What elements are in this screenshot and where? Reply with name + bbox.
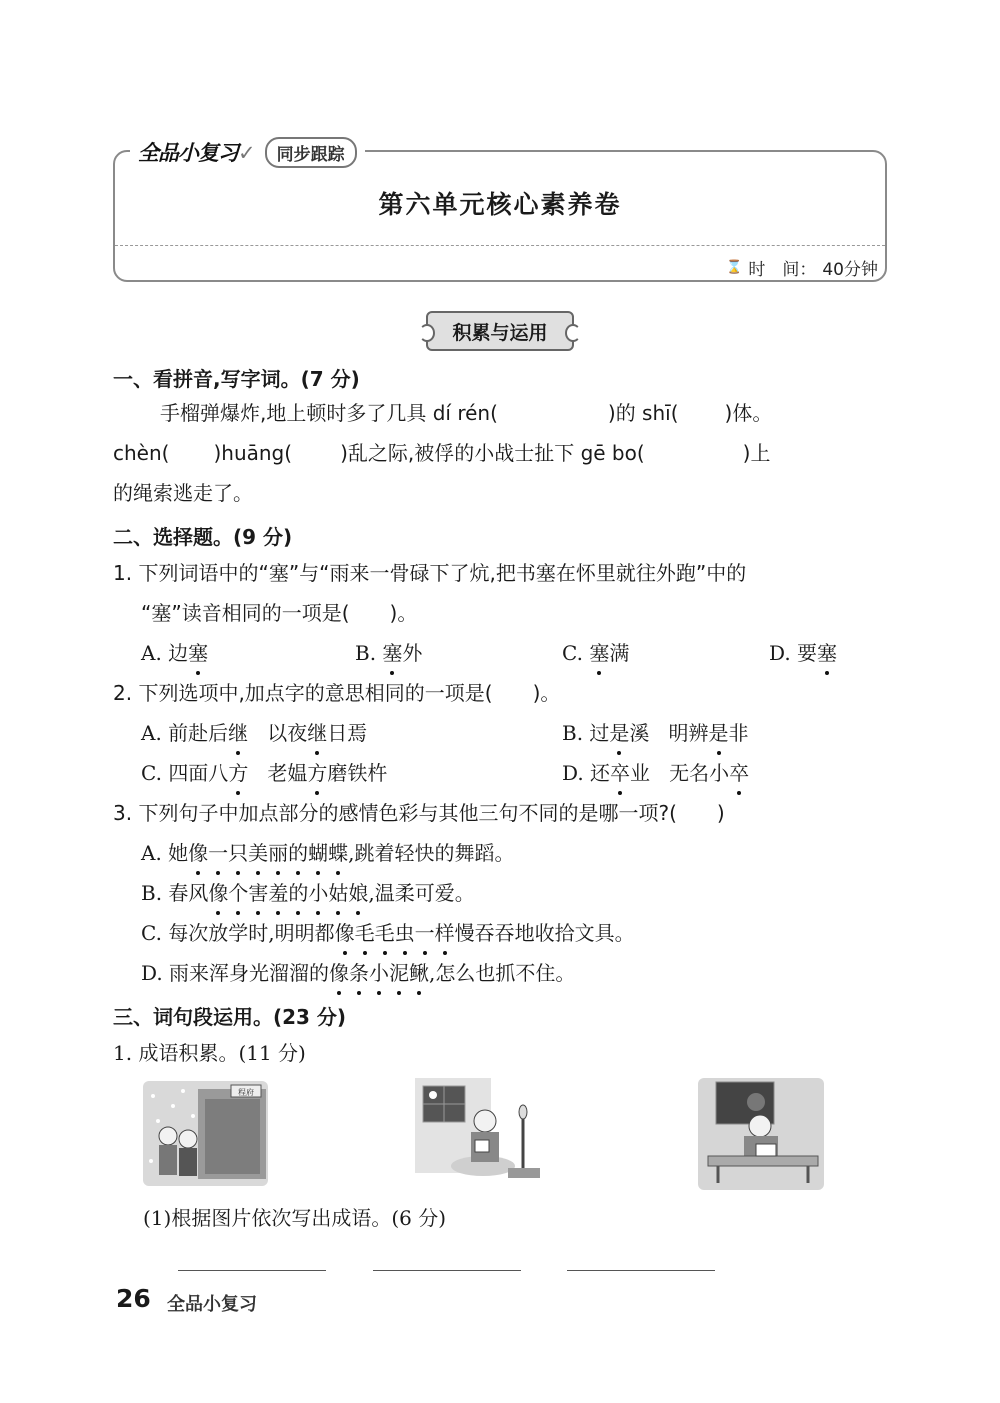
header-tab xyxy=(130,136,365,168)
q1-stem-cont: “塞”读音相同的一项是( )。 xyxy=(141,601,418,625)
answer-line-3[interactable] xyxy=(567,1270,715,1271)
q1-stem: 1. 下列词语中的“塞”与“雨来一骨碌下了炕,把书塞在怀里就往外跑”中的 xyxy=(113,561,747,585)
q3-stem: 3. 下列句子中加点部分的感情色彩与其他三句不同的是哪一项?( ) xyxy=(113,801,725,825)
emphasis-char: 毛 xyxy=(374,921,395,945)
q1-option-d: D. 要塞 xyxy=(769,641,838,665)
emphasis-char: 娘 xyxy=(348,881,369,905)
q2-option-a: A. 前赴后继 以夜继日焉 xyxy=(141,721,368,745)
emphasis-char: 蝴 xyxy=(308,841,329,865)
page-number: 26 xyxy=(116,1284,151,1313)
q1-option-b: B. 塞外 xyxy=(355,641,423,665)
emphasis-char: 小 xyxy=(369,961,390,985)
emphasis-char: 只 xyxy=(228,841,249,865)
part1-line3: 的绳索逃走了。 xyxy=(113,481,253,505)
q2-stem: 2. 下列选项中,加点字的意思相同的一项是( )。 xyxy=(113,681,561,705)
header-divider xyxy=(115,245,885,246)
emphasis-char: 条 xyxy=(349,961,370,985)
part3-heading: 三、词句段运用。(23 分) xyxy=(113,1005,347,1029)
emphasis-char: 姑 xyxy=(328,881,349,905)
q1-option-c: C. 塞满 xyxy=(562,641,630,665)
answer-line-1[interactable] xyxy=(178,1270,326,1271)
emphasis-char: 像 xyxy=(334,921,355,945)
emphasis-char: 美 xyxy=(248,841,269,865)
emphasis-char: 泥 xyxy=(389,961,410,985)
q3-option-a: A. 她像一只美丽的蝴蝶,跳着轻快的舞蹈。 xyxy=(141,841,515,865)
q3-option-c: C. 每次放学时,明明都像毛毛虫一样慢吞吞地收拾文具。 xyxy=(141,921,635,945)
q1-option-a: A. 边塞 xyxy=(141,641,209,665)
emphasis-char: 一 xyxy=(208,841,229,865)
emphasis-char: 丽 xyxy=(268,841,289,865)
emphasis-char: 一 xyxy=(414,921,435,945)
emphasis-char: 害 xyxy=(248,881,269,905)
time-info xyxy=(726,255,878,280)
part1-line1: 手榴弹爆炸,地上顿时多了几具 dí rén( )的 shī( )体。 xyxy=(160,401,773,425)
q2-option-b: B. 过是溪 明辨是非 xyxy=(562,721,749,745)
footer-brand: 全品小复习 xyxy=(167,1294,257,1315)
sync-tag: 同步跟踪 xyxy=(265,137,357,168)
q2-option-c: C. 四面八方 老媪方磨铁杵 xyxy=(141,761,388,785)
page-title: 第六单元核心素养卷 xyxy=(378,190,622,219)
part1-line2: chèn( )huāng( )乱之际,被俘的小战士扯下 gē bo( )上 xyxy=(113,441,771,465)
part3-sub1: (1)根据图片依次写出成语。(6 分) xyxy=(143,1206,447,1230)
part1-heading: 一、看拼音,写字词。(7 分) xyxy=(113,367,360,391)
gate-sign-text: 程府 xyxy=(238,1088,254,1097)
emphasis-char: 像 xyxy=(188,841,209,865)
emphasis-char: 个 xyxy=(228,881,249,905)
emphasis-char: 的 xyxy=(288,881,309,905)
q3-option-b: B. 春风像个害羞的小姑娘,温柔可爱。 xyxy=(141,881,475,905)
emphasis-char: 像 xyxy=(329,961,350,985)
answer-line-2[interactable] xyxy=(373,1270,521,1271)
emphasis-char: 毛 xyxy=(354,921,375,945)
emphasis-char: 蝶 xyxy=(328,841,349,865)
illustration-study-desk xyxy=(698,1078,824,1190)
emphasis-char: 的 xyxy=(288,841,309,865)
emphasis-char: 鳅 xyxy=(409,961,430,985)
emphasis-char: 像 xyxy=(208,881,229,905)
part3-q1: 1. 成语积累。(11 分) xyxy=(113,1041,306,1065)
emphasis-char: 虫 xyxy=(394,921,415,945)
brand-logo: 全品小复习✓ xyxy=(138,141,255,165)
part2-heading: 二、选择题。(9 分) xyxy=(113,525,293,549)
time-value: 40分钟 xyxy=(822,260,878,280)
q2-option-d: D. 还卒业 无名小卒 xyxy=(562,761,750,785)
emphasis-char: 样 xyxy=(434,921,455,945)
q3-option-d: D. 雨来浑身光溜溜的像条小泥鳅,怎么也抓不住。 xyxy=(141,961,576,985)
emphasis-char: 羞 xyxy=(268,881,289,905)
illustration-snow-gate xyxy=(143,1081,268,1186)
illustration-reading-lamp xyxy=(413,1076,555,1191)
hourglass-icon: ⌛ xyxy=(726,260,743,275)
emphasis-char: 小 xyxy=(308,881,329,905)
time-label: 时 间： xyxy=(748,260,817,280)
section-tag: 积累与运用 xyxy=(426,311,574,351)
